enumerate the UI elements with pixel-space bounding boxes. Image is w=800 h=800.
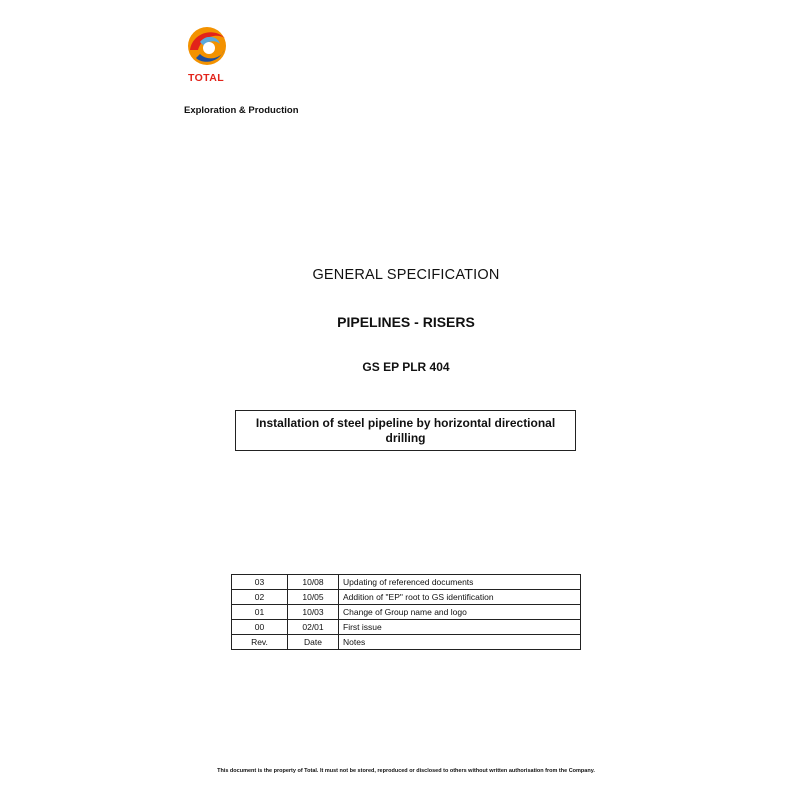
column-header-rev: Rev. bbox=[232, 635, 288, 650]
revision-number: 00 bbox=[232, 620, 288, 635]
table-row bbox=[232, 620, 581, 635]
document-title: Installation of steel pipeline by horizontal directional drilling bbox=[255, 415, 556, 445]
revision-notes: First issue bbox=[339, 620, 581, 635]
revision-notes: Change of Group name and logo bbox=[339, 605, 581, 620]
revision-date: 02/01 bbox=[288, 620, 339, 635]
document-category: PIPELINES - RISERS bbox=[337, 314, 475, 330]
column-header-date: Date bbox=[288, 635, 339, 650]
table-row bbox=[232, 605, 581, 620]
table-row bbox=[232, 575, 581, 590]
revision-date: 10/03 bbox=[288, 605, 339, 620]
revision-date: 10/08 bbox=[288, 575, 339, 590]
revision-number: 02 bbox=[232, 590, 288, 605]
revision-number: 01 bbox=[232, 605, 288, 620]
column-header-notes: Notes bbox=[339, 635, 581, 650]
table-row bbox=[232, 590, 581, 605]
revision-date: 10/05 bbox=[288, 590, 339, 605]
confidentiality-notice: This document is the property of Total. It must not be stored, reproduced or disclosed to others without written authorisation from the Company. bbox=[217, 768, 595, 774]
document-type: GENERAL SPECIFICATION bbox=[312, 267, 500, 283]
division-name: Exploration & Production bbox=[184, 105, 299, 116]
logo-wordmark: TOTAL bbox=[187, 72, 225, 84]
revision-notes: Addition of "EP" root to GS identification bbox=[339, 590, 581, 605]
document-title-box bbox=[235, 410, 576, 451]
revision-notes: Updating of referenced documents bbox=[339, 575, 581, 590]
revision-table bbox=[231, 574, 581, 650]
document-number: GS EP PLR 404 bbox=[362, 360, 450, 374]
revision-number: 03 bbox=[232, 575, 288, 590]
table-header-row bbox=[232, 635, 581, 650]
